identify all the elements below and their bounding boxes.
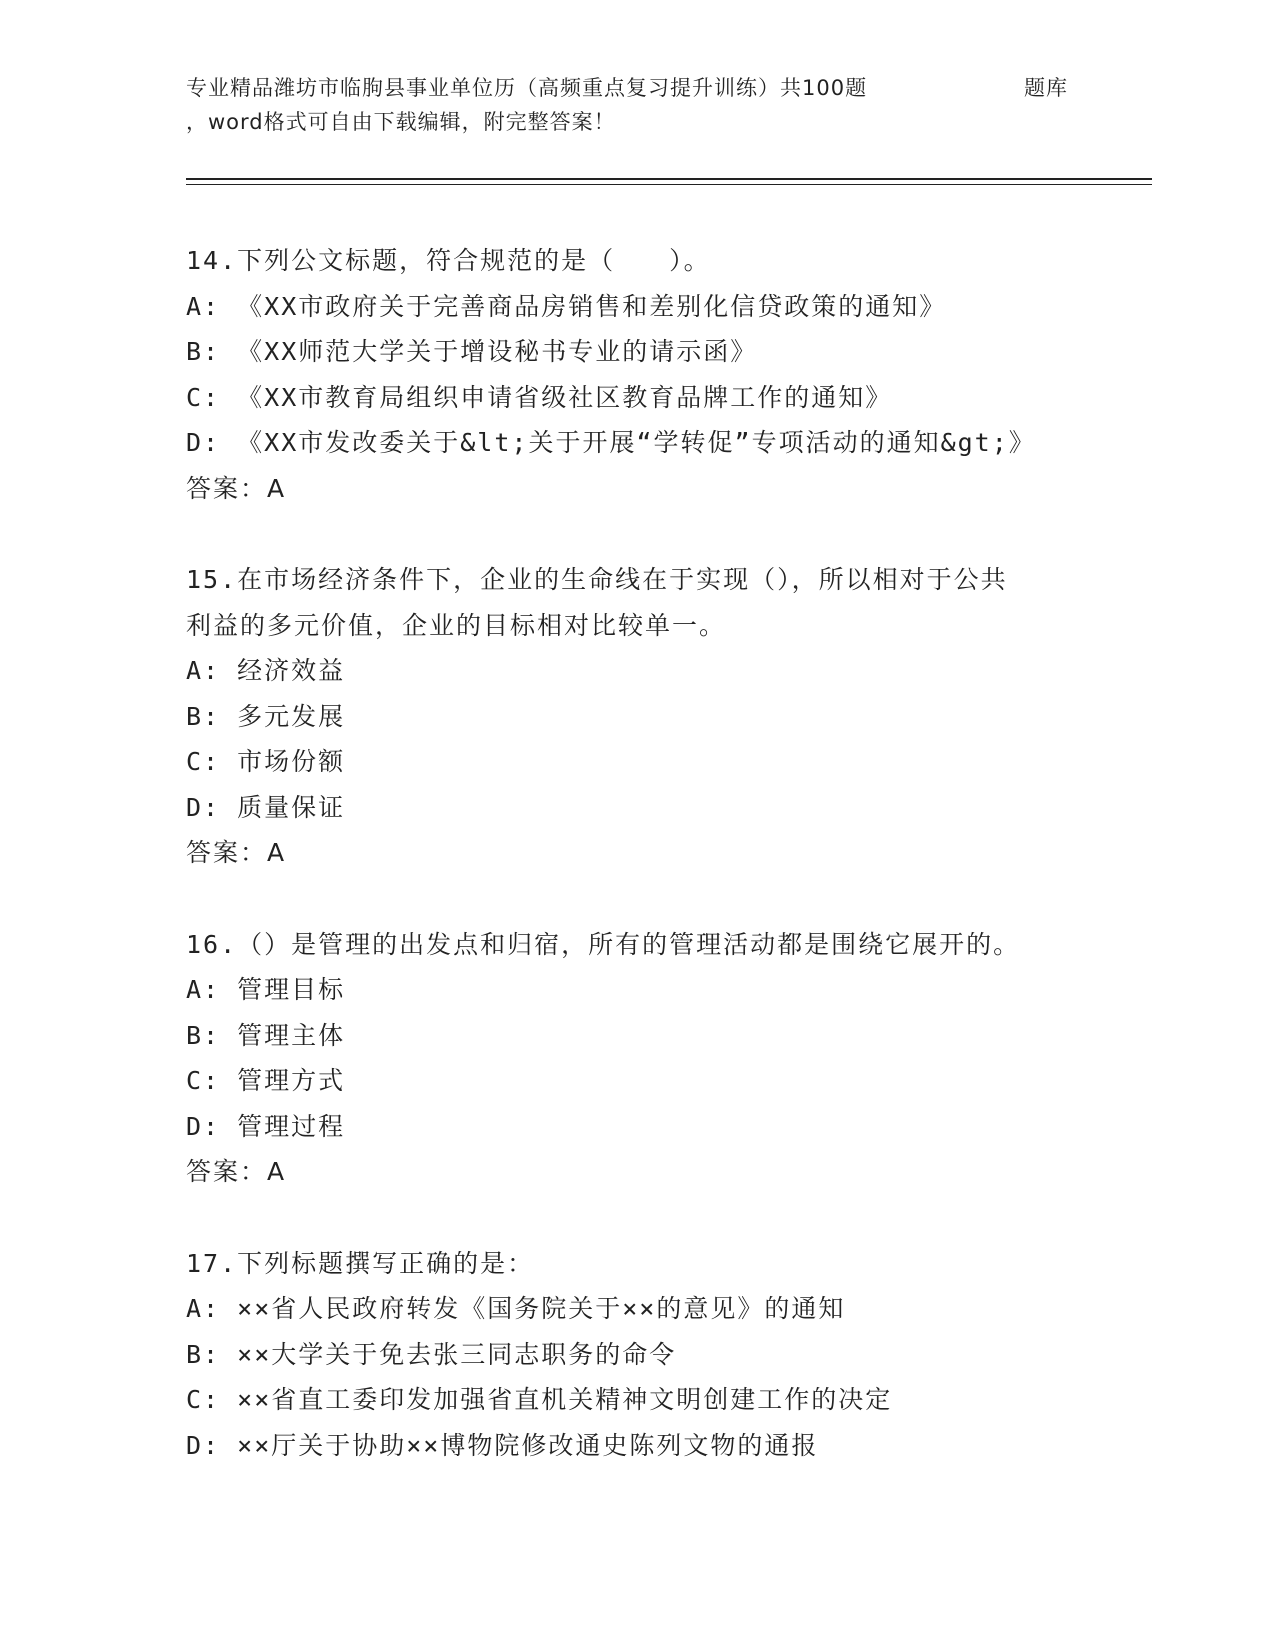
question-stem: 14.下列公文标题，符合规范的是（ ）。	[186, 246, 711, 275]
question-list	[186, 238, 1126, 1514]
header-subtitle: ，word格式可自由下载编辑，附完整答案！	[186, 110, 616, 134]
header-title: 专业精品潍坊市临朐县事业单位历（高频重点复习提升训练）共100题	[186, 76, 868, 100]
question-block	[186, 1241, 1126, 1469]
question-option: C: ××省直工委印发加强省直机关精神文明创建工作的决定	[186, 1385, 893, 1414]
question-option: B: 多元发展	[186, 701, 346, 731]
header-divider-thin	[186, 184, 1152, 185]
question-stem: 16.（）是管理的出发点和归宿，所有的管理活动都是围绕它展开的。	[186, 929, 1021, 959]
question-option: D: 质量保证	[186, 792, 346, 822]
question-block	[186, 557, 1126, 876]
question-block	[186, 238, 1126, 511]
question-option: A: 管理目标	[186, 975, 346, 1004]
header-tag: 题库	[1024, 76, 1068, 100]
question-option: C: 市场份额	[186, 747, 346, 776]
header-divider-thick	[186, 178, 1152, 180]
answer-line: 答案：A	[186, 473, 287, 503]
question-stem: 15.在市场经济条件下，企业的生命线在于实现（），所以相对于公共	[186, 565, 1008, 594]
question-stem: 利益的多元价值，企业的目标相对比较单一。	[186, 610, 727, 640]
question-option: D: ××厅关于协助××博物院修改通史陈列文物的通报	[186, 1430, 819, 1460]
question-block	[186, 922, 1126, 1195]
answer-line: 答案：A	[186, 1157, 287, 1186]
question-option: B: 《XX师范大学关于增设秘书专业的请示函》	[186, 337, 758, 366]
question-stem: 17.下列标题撰写正确的是：	[186, 1248, 535, 1278]
question-option: B: ××大学关于免去张三同志职务的命令	[186, 1339, 677, 1369]
question-option: C: 《XX市教育局组织申请省级社区教育品牌工作的通知》	[186, 382, 893, 412]
question-option: C: 管理方式	[186, 1066, 346, 1095]
question-option: B: 管理主体	[186, 1020, 346, 1050]
question-option: A: 经济效益	[186, 656, 346, 685]
question-option: D: 《XX市发改委关于&lt;关于开展“学转促”专项活动的通知&gt;》	[186, 428, 1036, 457]
question-option: A: ××省人民政府转发《国务院关于××的意见》的通知	[186, 1294, 846, 1323]
answer-line: 答案：A	[186, 838, 287, 867]
question-option: D: 管理过程	[186, 1111, 346, 1141]
question-option: A: 《XX市政府关于完善商品房销售和差别化信贷政策的通知》	[186, 291, 947, 321]
